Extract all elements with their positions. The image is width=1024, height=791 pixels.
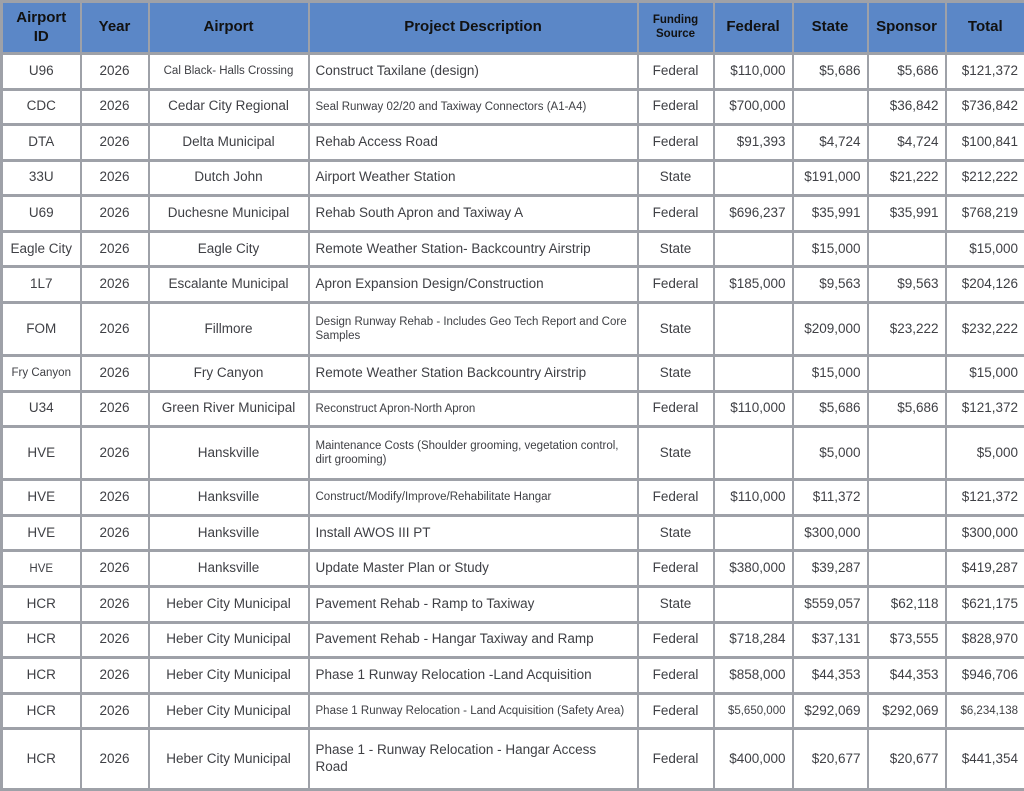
cell-funding_source: Federal bbox=[638, 89, 714, 125]
cell-funding_source: Federal bbox=[638, 125, 714, 161]
cell-sponsor: $73,555 bbox=[868, 622, 946, 658]
table-row bbox=[2, 391, 1024, 427]
cell-federal bbox=[714, 302, 793, 355]
cell-sponsor: $23,222 bbox=[868, 302, 946, 355]
cell-sponsor bbox=[868, 551, 946, 587]
cell-airport_id: 33U bbox=[2, 160, 81, 196]
cell-description: Airport Weather Station bbox=[309, 160, 638, 196]
column-header-federal: Federal bbox=[714, 2, 793, 54]
cell-year: 2026 bbox=[81, 356, 149, 392]
cell-airport_id: HCR bbox=[2, 658, 81, 694]
cell-total: $6,234,138 bbox=[946, 693, 1024, 729]
cell-funding_source: State bbox=[638, 356, 714, 392]
cell-airport_id: Eagle City bbox=[2, 231, 81, 267]
table-row bbox=[2, 125, 1024, 161]
cell-airport: Dutch John bbox=[149, 160, 309, 196]
cell-description: Apron Expansion Design/Construction bbox=[309, 267, 638, 303]
cell-sponsor bbox=[868, 427, 946, 480]
cell-airport_id: HVE bbox=[2, 551, 81, 587]
cell-state: $292,069 bbox=[793, 693, 868, 729]
cell-federal bbox=[714, 427, 793, 480]
table-row bbox=[2, 658, 1024, 694]
cell-state: $209,000 bbox=[793, 302, 868, 355]
cell-description: Construct Taxilane (design) bbox=[309, 54, 638, 90]
cell-funding_source: Federal bbox=[638, 54, 714, 90]
cell-year: 2026 bbox=[81, 267, 149, 303]
cell-year: 2026 bbox=[81, 658, 149, 694]
cell-federal bbox=[714, 160, 793, 196]
cell-airport: Heber City Municipal bbox=[149, 622, 309, 658]
cell-airport_id: HVE bbox=[2, 427, 81, 480]
cell-year: 2026 bbox=[81, 729, 149, 790]
cell-description: Pavement Rehab - Ramp to Taxiway bbox=[309, 587, 638, 623]
cell-state: $9,563 bbox=[793, 267, 868, 303]
column-header-airport: Airport bbox=[149, 2, 309, 54]
column-header-state: State bbox=[793, 2, 868, 54]
cell-year: 2026 bbox=[81, 196, 149, 232]
column-header-year: Year bbox=[81, 2, 149, 54]
cell-state: $15,000 bbox=[793, 356, 868, 392]
cell-funding_source: Federal bbox=[638, 729, 714, 790]
cell-year: 2026 bbox=[81, 302, 149, 355]
cell-federal: $718,284 bbox=[714, 622, 793, 658]
cell-airport: Heber City Municipal bbox=[149, 658, 309, 694]
cell-description: Phase 1 - Runway Relocation - Hangar Access Road bbox=[309, 729, 638, 790]
table-row bbox=[2, 622, 1024, 658]
cell-funding_source: State bbox=[638, 515, 714, 551]
cell-funding_source: Federal bbox=[638, 658, 714, 694]
cell-description: Reconstruct Apron-North Apron bbox=[309, 391, 638, 427]
cell-year: 2026 bbox=[81, 515, 149, 551]
cell-description: Update Master Plan or Study bbox=[309, 551, 638, 587]
cell-description: Design Runway Rehab - Includes Geo Tech Report and Core Samples bbox=[309, 302, 638, 355]
cell-airport: Hanksville bbox=[149, 480, 309, 516]
column-header-total: Total bbox=[946, 2, 1024, 54]
cell-year: 2026 bbox=[81, 480, 149, 516]
cell-airport_id: HCR bbox=[2, 622, 81, 658]
cell-total: $121,372 bbox=[946, 480, 1024, 516]
cell-description: Rehab Access Road bbox=[309, 125, 638, 161]
cell-sponsor bbox=[868, 231, 946, 267]
cell-sponsor bbox=[868, 356, 946, 392]
cell-sponsor: $5,686 bbox=[868, 54, 946, 90]
cell-airport_id: HVE bbox=[2, 480, 81, 516]
table-row bbox=[2, 89, 1024, 125]
table-row bbox=[2, 480, 1024, 516]
cell-airport_id: HCR bbox=[2, 729, 81, 790]
column-header-funding_source: Funding Source bbox=[638, 2, 714, 54]
cell-state bbox=[793, 89, 868, 125]
table-row bbox=[2, 302, 1024, 355]
table-row bbox=[2, 54, 1024, 90]
cell-description: Seal Runway 02/20 and Taxiway Connectors (A1-A4) bbox=[309, 89, 638, 125]
cell-airport_id: 1L7 bbox=[2, 267, 81, 303]
cell-airport_id: U34 bbox=[2, 391, 81, 427]
cell-federal: $380,000 bbox=[714, 551, 793, 587]
cell-funding_source: State bbox=[638, 427, 714, 480]
cell-funding_source: Federal bbox=[638, 551, 714, 587]
cell-description: Remote Weather Station- Backcountry Airstrip bbox=[309, 231, 638, 267]
cell-total: $15,000 bbox=[946, 231, 1024, 267]
cell-airport_id: FOM bbox=[2, 302, 81, 355]
table-row bbox=[2, 729, 1024, 790]
cell-year: 2026 bbox=[81, 89, 149, 125]
cell-airport: Eagle City bbox=[149, 231, 309, 267]
cell-airport_id: U69 bbox=[2, 196, 81, 232]
cell-year: 2026 bbox=[81, 427, 149, 480]
cell-total: $232,222 bbox=[946, 302, 1024, 355]
table-row bbox=[2, 427, 1024, 480]
cell-state: $5,686 bbox=[793, 391, 868, 427]
cell-sponsor: $21,222 bbox=[868, 160, 946, 196]
cell-total: $121,372 bbox=[946, 54, 1024, 90]
table-row bbox=[2, 515, 1024, 551]
cell-airport: Heber City Municipal bbox=[149, 587, 309, 623]
cell-total: $300,000 bbox=[946, 515, 1024, 551]
cell-airport: Hanskville bbox=[149, 427, 309, 480]
cell-airport: Heber City Municipal bbox=[149, 693, 309, 729]
cell-federal: $91,393 bbox=[714, 125, 793, 161]
table-row bbox=[2, 231, 1024, 267]
cell-year: 2026 bbox=[81, 391, 149, 427]
cell-state: $559,057 bbox=[793, 587, 868, 623]
cell-airport: Hanksville bbox=[149, 551, 309, 587]
cell-sponsor: $9,563 bbox=[868, 267, 946, 303]
cell-sponsor bbox=[868, 515, 946, 551]
cell-federal: $5,650,000 bbox=[714, 693, 793, 729]
cell-federal: $185,000 bbox=[714, 267, 793, 303]
cell-airport: Heber City Municipal bbox=[149, 729, 309, 790]
cell-airport_id: U96 bbox=[2, 54, 81, 90]
table-row bbox=[2, 160, 1024, 196]
cell-airport_id: CDC bbox=[2, 89, 81, 125]
cell-state: $4,724 bbox=[793, 125, 868, 161]
cell-description: Rehab South Apron and Taxiway A bbox=[309, 196, 638, 232]
cell-total: $768,219 bbox=[946, 196, 1024, 232]
column-header-airport_id: Airport ID bbox=[2, 2, 81, 54]
cell-total: $100,841 bbox=[946, 125, 1024, 161]
header-row bbox=[2, 2, 1024, 54]
cell-federal bbox=[714, 231, 793, 267]
cell-federal bbox=[714, 587, 793, 623]
table-row bbox=[2, 693, 1024, 729]
cell-total: $121,372 bbox=[946, 391, 1024, 427]
cell-sponsor: $292,069 bbox=[868, 693, 946, 729]
column-header-description: Project Description bbox=[309, 2, 638, 54]
table-row bbox=[2, 587, 1024, 623]
cell-airport_id: DTA bbox=[2, 125, 81, 161]
cell-total: $736,842 bbox=[946, 89, 1024, 125]
cell-airport: Cedar City Regional bbox=[149, 89, 309, 125]
cell-year: 2026 bbox=[81, 160, 149, 196]
table-row bbox=[2, 196, 1024, 232]
column-header-sponsor: Sponsor bbox=[868, 2, 946, 54]
cell-description: Pavement Rehab - Hangar Taxiway and Ramp bbox=[309, 622, 638, 658]
cell-airport: Escalante Municipal bbox=[149, 267, 309, 303]
cell-state: $300,000 bbox=[793, 515, 868, 551]
cell-sponsor: $62,118 bbox=[868, 587, 946, 623]
table-row bbox=[2, 551, 1024, 587]
cell-state: $11,372 bbox=[793, 480, 868, 516]
cell-airport: Fry Canyon bbox=[149, 356, 309, 392]
cell-federal: $700,000 bbox=[714, 89, 793, 125]
cell-federal bbox=[714, 515, 793, 551]
cell-airport: Hanksville bbox=[149, 515, 309, 551]
cell-state: $15,000 bbox=[793, 231, 868, 267]
cell-federal: $110,000 bbox=[714, 391, 793, 427]
cell-state: $39,287 bbox=[793, 551, 868, 587]
cell-total: $621,175 bbox=[946, 587, 1024, 623]
cell-federal: $858,000 bbox=[714, 658, 793, 694]
cell-state: $191,000 bbox=[793, 160, 868, 196]
cell-airport: Cal Black- Halls Crossing bbox=[149, 54, 309, 90]
cell-state: $44,353 bbox=[793, 658, 868, 694]
cell-state: $20,677 bbox=[793, 729, 868, 790]
cell-description: Construct/Modify/Improve/Rehabilitate Hangar bbox=[309, 480, 638, 516]
table-row bbox=[2, 356, 1024, 392]
cell-airport_id: HCR bbox=[2, 587, 81, 623]
cell-year: 2026 bbox=[81, 551, 149, 587]
table-body bbox=[2, 54, 1024, 790]
cell-funding_source: State bbox=[638, 302, 714, 355]
cell-state: $5,686 bbox=[793, 54, 868, 90]
cell-funding_source: Federal bbox=[638, 622, 714, 658]
cell-funding_source: Federal bbox=[638, 693, 714, 729]
cell-federal: $696,237 bbox=[714, 196, 793, 232]
cell-year: 2026 bbox=[81, 693, 149, 729]
cell-description: Install AWOS III PT bbox=[309, 515, 638, 551]
cell-funding_source: State bbox=[638, 587, 714, 623]
cell-airport_id: HVE bbox=[2, 515, 81, 551]
cell-airport: Fillmore bbox=[149, 302, 309, 355]
cell-sponsor: $4,724 bbox=[868, 125, 946, 161]
cell-total: $15,000 bbox=[946, 356, 1024, 392]
cell-state: $35,991 bbox=[793, 196, 868, 232]
cell-description: Maintenance Costs (Shoulder grooming, vegetation control, dirt grooming) bbox=[309, 427, 638, 480]
cell-airport_id: Fry Canyon bbox=[2, 356, 81, 392]
cell-description: Phase 1 Runway Relocation -Land Acquisition bbox=[309, 658, 638, 694]
cell-federal: $400,000 bbox=[714, 729, 793, 790]
cell-sponsor: $44,353 bbox=[868, 658, 946, 694]
table-row bbox=[2, 267, 1024, 303]
cell-funding_source: Federal bbox=[638, 196, 714, 232]
cell-federal: $110,000 bbox=[714, 54, 793, 90]
cell-description: Remote Weather Station Backcountry Airstrip bbox=[309, 356, 638, 392]
cell-total: $419,287 bbox=[946, 551, 1024, 587]
cell-total: $204,126 bbox=[946, 267, 1024, 303]
cell-description: Phase 1 Runway Relocation - Land Acquisition (Safety Area) bbox=[309, 693, 638, 729]
cell-sponsor: $35,991 bbox=[868, 196, 946, 232]
cell-state: $37,131 bbox=[793, 622, 868, 658]
cell-sponsor: $36,842 bbox=[868, 89, 946, 125]
cell-year: 2026 bbox=[81, 622, 149, 658]
cell-federal: $110,000 bbox=[714, 480, 793, 516]
cell-year: 2026 bbox=[81, 54, 149, 90]
cell-year: 2026 bbox=[81, 231, 149, 267]
cell-funding_source: State bbox=[638, 231, 714, 267]
cell-federal bbox=[714, 356, 793, 392]
cell-total: $212,222 bbox=[946, 160, 1024, 196]
cell-funding_source: Federal bbox=[638, 391, 714, 427]
cell-total: $828,970 bbox=[946, 622, 1024, 658]
cell-airport: Green River Municipal bbox=[149, 391, 309, 427]
cell-sponsor: $20,677 bbox=[868, 729, 946, 790]
cell-total: $441,354 bbox=[946, 729, 1024, 790]
cell-airport_id: HCR bbox=[2, 693, 81, 729]
cell-total: $5,000 bbox=[946, 427, 1024, 480]
cell-funding_source: State bbox=[638, 160, 714, 196]
cell-year: 2026 bbox=[81, 587, 149, 623]
cell-funding_source: Federal bbox=[638, 480, 714, 516]
cell-funding_source: Federal bbox=[638, 267, 714, 303]
cell-airport: Duchesne Municipal bbox=[149, 196, 309, 232]
cell-state: $5,000 bbox=[793, 427, 868, 480]
cell-airport: Delta Municipal bbox=[149, 125, 309, 161]
cell-sponsor bbox=[868, 480, 946, 516]
cell-year: 2026 bbox=[81, 125, 149, 161]
cell-sponsor: $5,686 bbox=[868, 391, 946, 427]
cell-total: $946,706 bbox=[946, 658, 1024, 694]
